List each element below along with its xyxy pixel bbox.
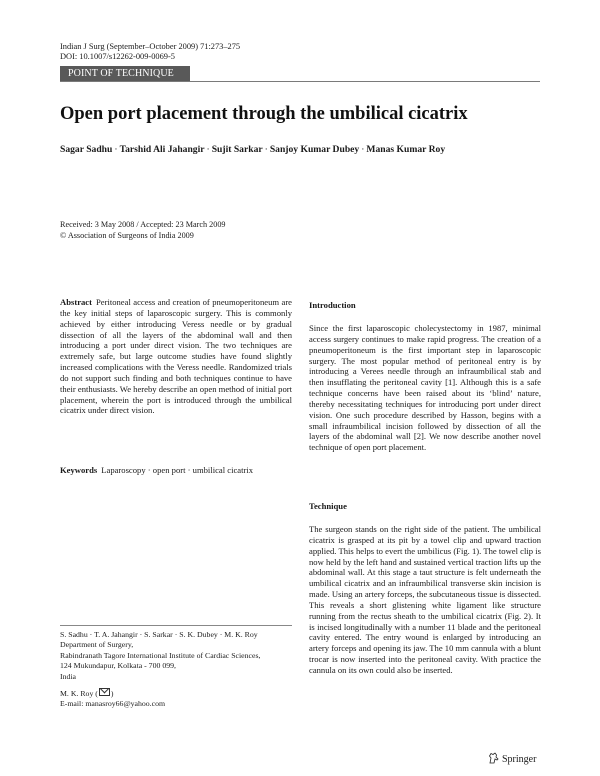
author-separator: · xyxy=(114,144,118,155)
affiliation-block xyxy=(60,630,292,710)
corresponding-close-paren: ) xyxy=(110,689,114,699)
affiliation-institute: Rabindranath Tagore International Institute of Cardiac Sciences, xyxy=(60,650,261,660)
affiliation-country: India xyxy=(60,671,77,681)
corresponding-email: E-mail: manasroy66@yahoo.com xyxy=(60,699,166,709)
doi: DOI: 10.1007/s12262-009-0069-5 xyxy=(60,52,175,61)
author-name: Sanjoy Kumar Dubey xyxy=(269,144,360,155)
affiliation-department: Department of Surgery, xyxy=(60,640,134,650)
article-type-label: POINT OF TECHNIQUE xyxy=(60,66,190,81)
abstract-text: Peritoneal access and creation of pneumoperitoneum are the key initial steps of laparoscopic surgery. This is commonly achieved by either introducing Veress needle or by gradual dissection of all the layers of the abdominal wall and then introducing a port under direct vision. The two techniques are extremely safe, but large outcome studies have found slightly increased complications with the Veress needle. Randomized trials do not support such finding and both techniques continue to have their enthusiasts. We hereby describe an open method of initial port placement, wherein the port is introduced through the umbilical cicatrix under direct vision. xyxy=(60,297,292,416)
affiliation-address: 124 Mukundapur, Kolkata - 700 099, xyxy=(60,661,176,671)
technique-text: The surgeon stands on the right side of the patient. The umbilical cicatrix is grasped at its pit by a towel clip and upward traction applied. This helps to evert the umbilicus (Fig. 1). The towel clip is now held by the left hand and sustained vertical traction lifts up the abdominal wall. At this stage a taut structure is felt underneath the umbilical cicatrix and an infraumbilical transverse skin incision is made. Using an artery forceps, the subcutaneous tissue is dissected. This reveals a short glistening white ligament like structure running from the rectus sheath to the umbilical cicatrix (Fig. 2). It is incised longitudinally with a number 11 blade and the peritoneal cavity entered. The entry wound is enlarged by introducing an artery forceps and opening its jaw. The 10 mm cannula with a blunt trocar is now inserted into the peritoneal cavity. With practice the cannula on its own could also be inserted. xyxy=(309,524,541,675)
author-separator: · xyxy=(264,144,268,155)
corresponding-author xyxy=(60,688,292,699)
affiliation-rule xyxy=(60,625,292,626)
introduction-text: Since the first laparoscopic cholecystectomy in 1987, minimal access surgery continues to make rapid progress. The creation of a pneumoperitoneum is the first important step in laparoscopic surgery. The most popular method of peritoneal entry is by introducing a Verees needle through an infraumbilical stab and then insufflating the peritoneal cavity [1]. Although this is a safe technique concerns have been raised about its ‘blind’ nature, thereby necessitating techniques for introducing port under direct vision. One such procedure described by Hasson, begins with a small infraumbilical incision followed by dissection of all the layers of the abdominal wall [2]. We now describe another novel technique of open port placement. xyxy=(309,323,541,453)
keywords xyxy=(60,465,292,476)
envelope-icon xyxy=(99,688,110,696)
header-rule xyxy=(60,81,540,82)
introduction-heading: Introduction xyxy=(309,300,356,310)
journal-citation: Indian J Surg (September–October 2009) 71:273–275 xyxy=(60,42,241,51)
springer-horse-icon xyxy=(488,752,499,764)
author-name: Tarshid Ali Jahangir xyxy=(119,144,205,155)
affiliation-authors: S. Sadhu · T. A. Jahangir · S. Sarkar · S. K. Dubey · M. K. Roy xyxy=(60,630,258,639)
author-separator: · xyxy=(361,144,365,155)
author-name: Sagar Sadhu xyxy=(60,144,113,155)
keywords-text: Laparoscopy · open port · umbilical cicatrix xyxy=(101,465,254,475)
author-list xyxy=(60,144,540,156)
paper-title: Open port placement through the umbilical cicatrix xyxy=(60,104,468,124)
author-name: Manas Kumar Roy xyxy=(366,144,446,155)
abstract-label: Abstract xyxy=(60,297,92,307)
author-separator: · xyxy=(206,144,210,155)
received-accepted-dates: Received: 3 May 2008 / Accepted: 23 March 2009 xyxy=(60,220,226,229)
publisher-name: Springer xyxy=(502,754,537,765)
author-name: Sujit Sarkar xyxy=(211,144,263,155)
article-dates xyxy=(60,220,226,241)
copyright-line: © Association of Surgeons of India 2009 xyxy=(60,230,194,240)
technique-heading: Technique xyxy=(309,501,347,511)
corresponding-author-name: M. K. Roy ( xyxy=(60,689,98,699)
publisher-logo xyxy=(488,752,536,766)
abstract xyxy=(60,297,292,416)
keywords-label: Keywords xyxy=(60,465,98,475)
